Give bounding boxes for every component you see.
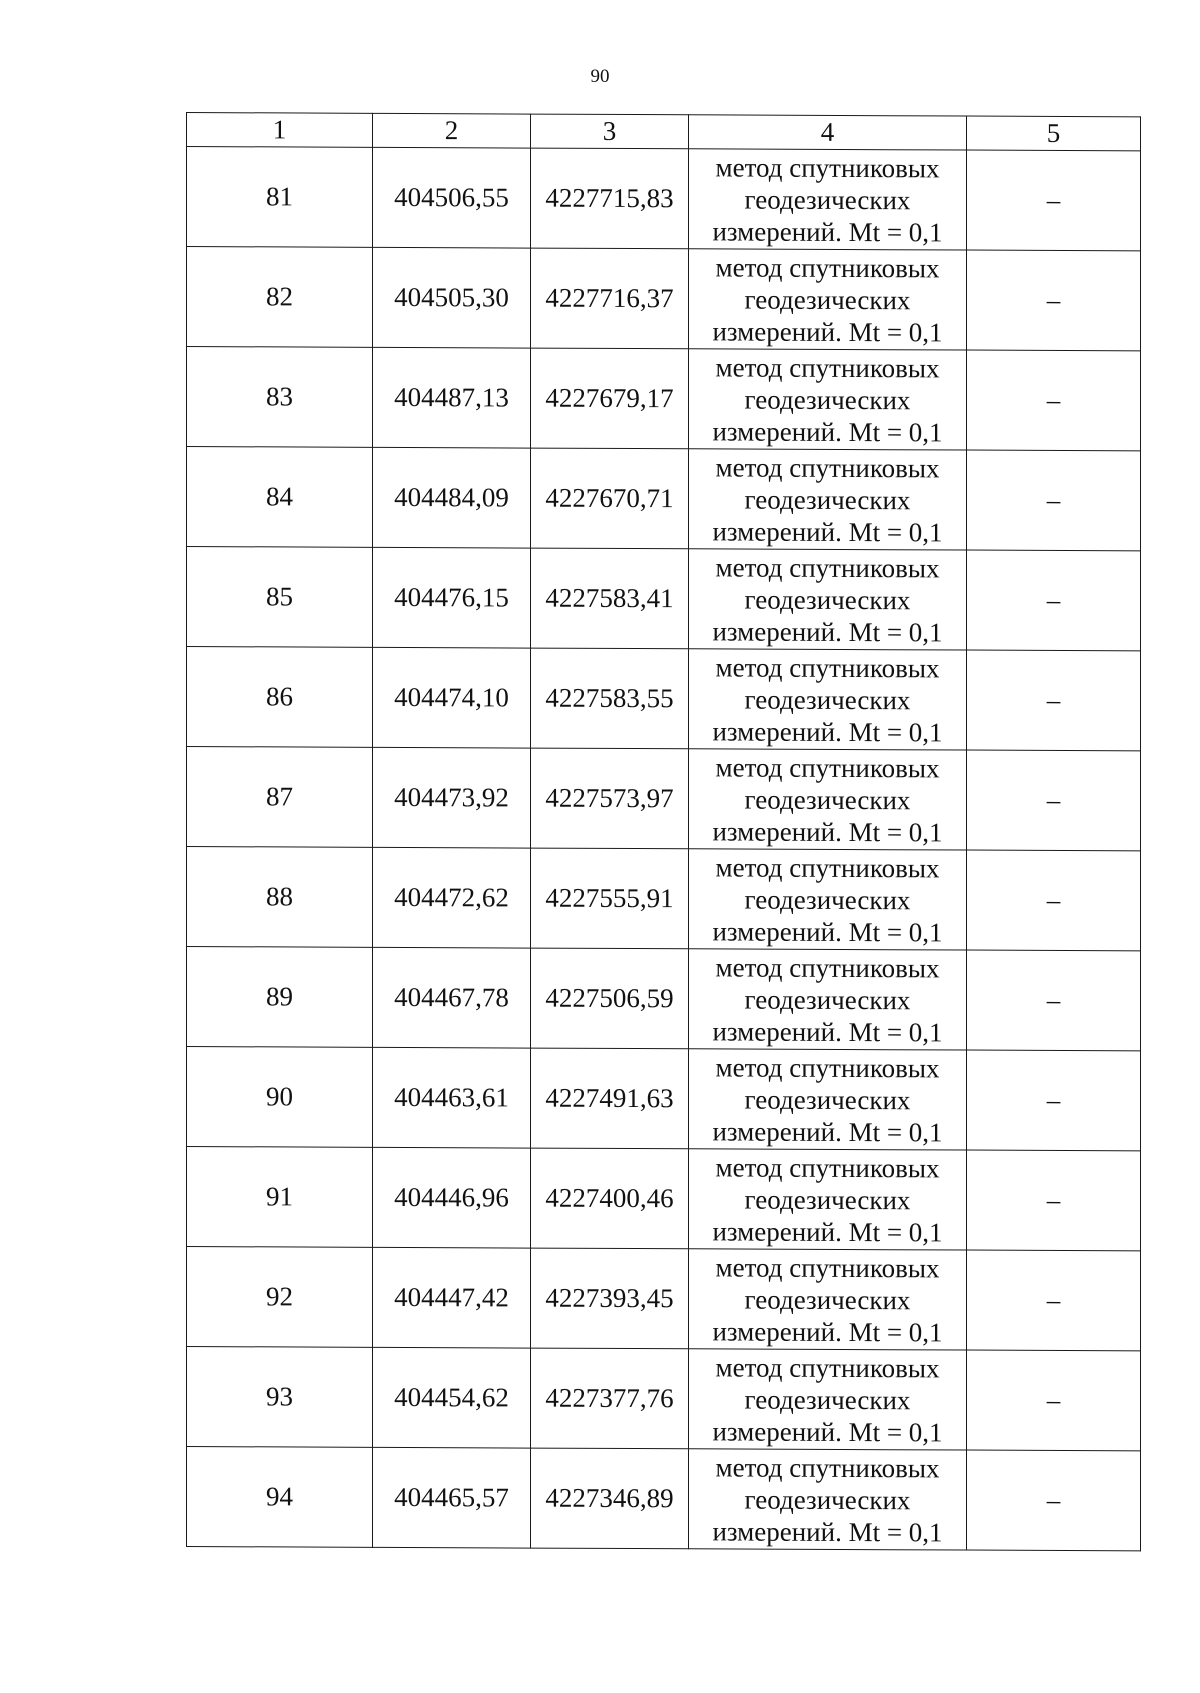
method-line: метод спутниковых — [715, 151, 940, 183]
method-line: метод спутниковых — [715, 1251, 940, 1283]
method-line: измерений. Mt = 0,1 — [712, 1315, 943, 1347]
method-cell — [689, 649, 967, 750]
method-line: метод спутниковых — [715, 951, 940, 983]
note-cell: – — [967, 350, 1141, 451]
method-line: измерений. Mt = 0,1 — [712, 1115, 943, 1147]
x-coordinate-cell: 404487,13 — [373, 347, 531, 448]
note-cell: – — [967, 250, 1141, 351]
column-header: 3 — [531, 114, 689, 149]
y-coordinate-cell: 4227715,83 — [531, 148, 689, 249]
method-line: метод спутниковых — [715, 1151, 940, 1183]
method-cell — [689, 349, 967, 450]
table-row — [187, 247, 1141, 351]
table-row — [187, 947, 1141, 1051]
method-line: измерений. Mt = 0,1 — [712, 415, 943, 447]
point-number-cell: 92 — [187, 1247, 373, 1348]
x-coordinate-cell: 404476,15 — [373, 547, 531, 648]
table-row — [187, 1047, 1141, 1151]
method-line: геодезических — [744, 684, 911, 715]
x-coordinate-cell: 404463,61 — [373, 1047, 531, 1148]
method-line: геодезических — [744, 1484, 911, 1515]
method-line: измерений. Mt = 0,1 — [712, 215, 943, 247]
note-cell: – — [967, 1450, 1141, 1551]
method-cell — [689, 849, 967, 950]
method-cell — [689, 1349, 967, 1450]
method-line: геодезических — [744, 784, 911, 815]
point-number-cell: 93 — [187, 1347, 373, 1448]
x-coordinate-cell: 404465,57 — [373, 1447, 531, 1548]
x-coordinate-cell: 404474,10 — [373, 647, 531, 748]
column-header: 1 — [187, 113, 373, 148]
method-cell — [689, 249, 967, 350]
point-number-cell: 87 — [187, 747, 373, 848]
method-line: геодезических — [744, 1384, 911, 1415]
x-coordinate-cell: 404446,96 — [373, 1147, 531, 1248]
y-coordinate-cell: 4227400,46 — [531, 1148, 689, 1249]
method-cell — [689, 449, 967, 550]
note-cell: – — [967, 850, 1141, 951]
method-line: измерений. Mt = 0,1 — [712, 1515, 943, 1547]
table-row — [187, 847, 1141, 951]
method-line: геодезических — [744, 284, 911, 315]
method-line: измерений. Mt = 0,1 — [712, 1015, 943, 1047]
note-cell: – — [967, 150, 1141, 251]
y-coordinate-cell: 4227377,76 — [531, 1348, 689, 1449]
y-coordinate-cell: 4227491,63 — [531, 1048, 689, 1149]
x-coordinate-cell: 404484,09 — [373, 447, 531, 548]
table-row — [187, 1447, 1141, 1551]
table-body — [187, 147, 1141, 1551]
y-coordinate-cell: 4227716,37 — [531, 248, 689, 349]
method-line: геодезических — [744, 984, 911, 1015]
note-cell: – — [967, 550, 1141, 651]
note-cell: – — [967, 1150, 1141, 1251]
method-cell — [689, 149, 967, 250]
y-coordinate-cell: 4227670,71 — [531, 448, 689, 549]
point-number-cell: 90 — [187, 1047, 373, 1148]
table-row — [187, 647, 1141, 751]
method-line: метод спутниковых — [715, 1451, 940, 1483]
point-number-cell: 85 — [187, 547, 373, 648]
method-cell — [689, 549, 967, 650]
method-line: геодезических — [744, 1084, 911, 1115]
y-coordinate-cell: 4227573,97 — [531, 748, 689, 849]
y-coordinate-cell: 4227555,91 — [531, 848, 689, 949]
method-cell — [689, 949, 967, 1050]
method-line: метод спутниковых — [715, 251, 940, 283]
method-line: геодезических — [744, 184, 911, 215]
note-cell: – — [967, 750, 1141, 851]
method-line: измерений. Mt = 0,1 — [712, 515, 943, 547]
method-line: геодезических — [744, 584, 911, 615]
coordinates-table — [186, 112, 1141, 1551]
point-number-cell: 81 — [187, 147, 373, 248]
method-line: измерений. Mt = 0,1 — [712, 615, 943, 647]
column-header: 2 — [373, 113, 531, 148]
method-cell — [689, 1449, 967, 1550]
method-line: измерений. Mt = 0,1 — [712, 1215, 943, 1247]
method-cell — [689, 1249, 967, 1350]
x-coordinate-cell: 404473,92 — [373, 747, 531, 848]
method-cell — [689, 749, 967, 850]
table-header-row — [187, 113, 1141, 151]
method-line: метод спутниковых — [715, 351, 940, 383]
method-line: измерений. Mt = 0,1 — [712, 715, 943, 747]
note-cell: – — [967, 1050, 1141, 1151]
method-line: геодезических — [744, 1284, 911, 1315]
method-line: метод спутниковых — [715, 751, 940, 783]
method-line: измерений. Mt = 0,1 — [712, 915, 943, 947]
y-coordinate-cell: 4227393,45 — [531, 1248, 689, 1349]
table-row — [187, 747, 1141, 851]
page-number: 90 — [590, 66, 610, 87]
table-row — [187, 1347, 1141, 1451]
method-line: метод спутниковых — [715, 551, 940, 583]
method-line: метод спутниковых — [715, 1051, 940, 1083]
column-header: 5 — [967, 116, 1141, 151]
method-line: метод спутниковых — [715, 451, 940, 483]
x-coordinate-cell: 404467,78 — [373, 947, 531, 1048]
column-header: 4 — [689, 115, 967, 150]
table-row — [187, 447, 1141, 551]
point-number-cell: 86 — [187, 647, 373, 748]
y-coordinate-cell: 4227346,89 — [531, 1448, 689, 1549]
x-coordinate-cell: 404454,62 — [373, 1347, 531, 1448]
table-row — [187, 547, 1141, 651]
point-number-cell: 88 — [187, 847, 373, 948]
method-line: геодезических — [744, 484, 911, 515]
note-cell: – — [967, 1350, 1141, 1451]
y-coordinate-cell: 4227679,17 — [531, 348, 689, 449]
x-coordinate-cell: 404447,42 — [373, 1247, 531, 1348]
table-row — [187, 147, 1141, 251]
method-line: измерений. Mt = 0,1 — [712, 815, 943, 847]
point-number-cell: 89 — [187, 947, 373, 1048]
method-cell — [689, 1049, 967, 1150]
x-coordinate-cell: 404472,62 — [373, 847, 531, 948]
note-cell: – — [967, 450, 1141, 551]
method-line: метод спутниковых — [715, 1351, 940, 1383]
point-number-cell: 91 — [187, 1147, 373, 1248]
method-line: измерений. Mt = 0,1 — [712, 315, 943, 347]
method-line: геодезических — [744, 384, 911, 415]
y-coordinate-cell: 4227583,41 — [531, 548, 689, 649]
x-coordinate-cell: 404505,30 — [373, 247, 531, 348]
y-coordinate-cell: 4227506,59 — [531, 948, 689, 1049]
method-line: измерений. Mt = 0,1 — [712, 1415, 943, 1447]
point-number-cell: 94 — [187, 1447, 373, 1548]
note-cell: – — [967, 1250, 1141, 1351]
method-line: геодезических — [744, 1184, 911, 1215]
table-row — [187, 347, 1141, 451]
method-cell — [689, 1149, 967, 1250]
note-cell: – — [967, 950, 1141, 1051]
x-coordinate-cell: 404506,55 — [373, 147, 531, 248]
method-line: метод спутниковых — [715, 651, 940, 683]
method-line: геодезических — [744, 884, 911, 915]
y-coordinate-cell: 4227583,55 — [531, 648, 689, 749]
method-line: метод спутниковых — [715, 851, 940, 883]
note-cell: – — [967, 650, 1141, 751]
point-number-cell: 82 — [187, 247, 373, 348]
point-number-cell: 84 — [187, 447, 373, 548]
point-number-cell: 83 — [187, 347, 373, 448]
table-row — [187, 1247, 1141, 1351]
table-row — [187, 1147, 1141, 1251]
